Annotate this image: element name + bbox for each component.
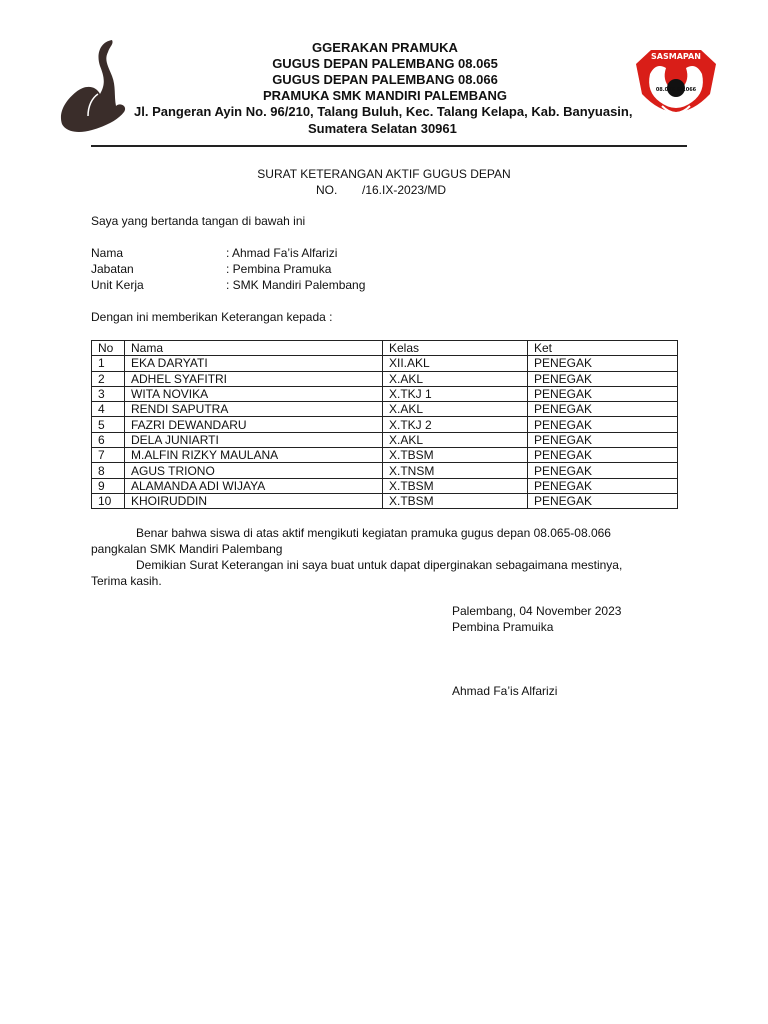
- cell-ket: PENEGAK: [528, 371, 678, 386]
- cell-ket: PENEGAK: [528, 448, 678, 463]
- cell-nama: RENDI SAPUTRA: [125, 402, 383, 417]
- place-date: Palembang, 04 November 2023: [452, 604, 622, 618]
- table-row: [92, 402, 678, 417]
- letter-number-label: NO.: [316, 183, 338, 197]
- col-header-kelas: Kelas: [383, 341, 528, 356]
- member-table: [91, 340, 678, 509]
- cell-no: 6: [92, 432, 125, 447]
- table-row: [92, 356, 678, 371]
- header-divider: [91, 145, 687, 147]
- cell-nama: ALAMANDA ADI WIJAYA: [125, 478, 383, 493]
- sasmapan-badge-logo: [626, 44, 726, 134]
- signer-role: Pembina Pramuika: [452, 620, 554, 634]
- badge-bottom-text: PANGERAN ANTASARI: [639, 117, 713, 124]
- cell-nama: M.ALFIN RIZKY MAULANA: [125, 448, 383, 463]
- signer-name: Ahmad Fa’is Alfarizi: [452, 684, 558, 698]
- gugus-depan-1: GUGUS DEPAN PALEMBANG 08.065: [272, 56, 498, 71]
- letter-number-value: /16.IX-2023/MD: [362, 183, 447, 197]
- cell-ket: PENEGAK: [528, 386, 678, 401]
- cell-kelas: X.AKL: [383, 371, 528, 386]
- school-name: PRAMUKA SMK MANDIRI PALEMBANG: [262, 88, 508, 103]
- cell-ket: PENEGAK: [528, 356, 678, 371]
- cell-no: 4: [92, 402, 125, 417]
- cell-no: 10: [92, 493, 125, 508]
- cell-no: 5: [92, 417, 125, 432]
- tunas-kelapa-logo: [52, 36, 132, 136]
- address-line-1: Jl. Pangeran Ayin No. 96/210, Talang Buluh, Kec. Talang Kelapa, Kab. Banyuasin,: [134, 104, 633, 119]
- cell-no: 2: [92, 371, 125, 386]
- table-row: [92, 448, 678, 463]
- cell-kelas: X.TNSM: [383, 463, 528, 478]
- cell-nama: WITA NOVIKA: [125, 386, 383, 401]
- cell-nama: FAZRI DEWANDARU: [125, 417, 383, 432]
- cell-kelas: X.TBSM: [383, 493, 528, 508]
- cell-kelas: X.TKJ 2: [383, 417, 528, 432]
- table-header-row: [92, 341, 678, 356]
- closing-para2-line1: Demikian Surat Keterangan ini saya buat untuk dapat diperginakan sebagaimana mestinya,: [136, 558, 623, 572]
- cell-kelas: X.AKL: [383, 402, 528, 417]
- cell-kelas: X.AKL: [383, 432, 528, 447]
- cell-kelas: X.TKJ 1: [383, 386, 528, 401]
- cell-no: 3: [92, 386, 125, 401]
- table-row: [92, 493, 678, 508]
- cell-ket: PENEGAK: [528, 432, 678, 447]
- cell-ket: PENEGAK: [528, 402, 678, 417]
- table-row: [92, 463, 678, 478]
- table-row: [92, 417, 678, 432]
- closing-para2-line2: Terima kasih.: [91, 574, 162, 588]
- table-row: [92, 478, 678, 493]
- cell-nama: AGUS TRIONO: [125, 463, 383, 478]
- col-header-ket: Ket: [528, 341, 678, 356]
- cell-ket: PENEGAK: [528, 417, 678, 432]
- cell-no: 9: [92, 478, 125, 493]
- cell-kelas: X.TBSM: [383, 478, 528, 493]
- badge-center-text: 08.065 08.066: [655, 87, 697, 93]
- signer-position-value: : Pembina Pramuka: [226, 262, 332, 276]
- cell-nama: EKA DARYATI: [125, 356, 383, 371]
- table-row: [92, 386, 678, 401]
- cell-kelas: X.TBSM: [383, 448, 528, 463]
- cell-ket: PENEGAK: [528, 493, 678, 508]
- col-header-nama: Nama: [125, 341, 383, 356]
- cell-kelas: XII.AKL: [383, 356, 528, 371]
- col-header-no: No: [92, 341, 125, 356]
- intro-text: Saya yang bertanda tangan di bawah ini: [91, 214, 306, 228]
- closing-para1-line2: pangkalan SMK Mandiri Palembang: [91, 542, 283, 556]
- signer-unit-value: : SMK Mandiri Palembang: [226, 278, 366, 292]
- signer-name-label: Nama: [91, 246, 124, 260]
- badge-top-text: SASMAPAN: [651, 52, 701, 61]
- cell-nama: KHOIRUDDIN: [125, 493, 383, 508]
- closing-para1-line1: Benar bahwa siswa di atas aktif mengikuti kegiatan pramuka gugus depan 08.065-08.066: [136, 526, 611, 540]
- letter-title: SURAT KETERANGAN AKTIF GUGUS DEPAN: [257, 167, 511, 181]
- gugus-depan-2: GUGUS DEPAN PALEMBANG 08.066: [272, 72, 498, 87]
- cell-no: 1: [92, 356, 125, 371]
- cell-nama: DELA JUNIARTI: [125, 432, 383, 447]
- statement-text: Dengan ini memberikan Keterangan kepada :: [91, 310, 333, 324]
- cell-ket: PENEGAK: [528, 463, 678, 478]
- table-row: [92, 432, 678, 447]
- cell-no: 8: [92, 463, 125, 478]
- cell-ket: PENEGAK: [528, 478, 678, 493]
- table-row: [92, 371, 678, 386]
- signer-unit-label: Unit Kerja: [91, 278, 144, 292]
- org-name: GGERAKAN PRAMUKA: [312, 40, 458, 55]
- address-line-2: Sumatera Selatan 30961: [308, 121, 457, 136]
- cell-no: 7: [92, 448, 125, 463]
- signer-position-label: Jabatan: [91, 262, 134, 276]
- cell-nama: ADHEL SYAFITRI: [125, 371, 383, 386]
- signer-name-value: : Ahmad Fa’is Alfarizi: [226, 246, 338, 260]
